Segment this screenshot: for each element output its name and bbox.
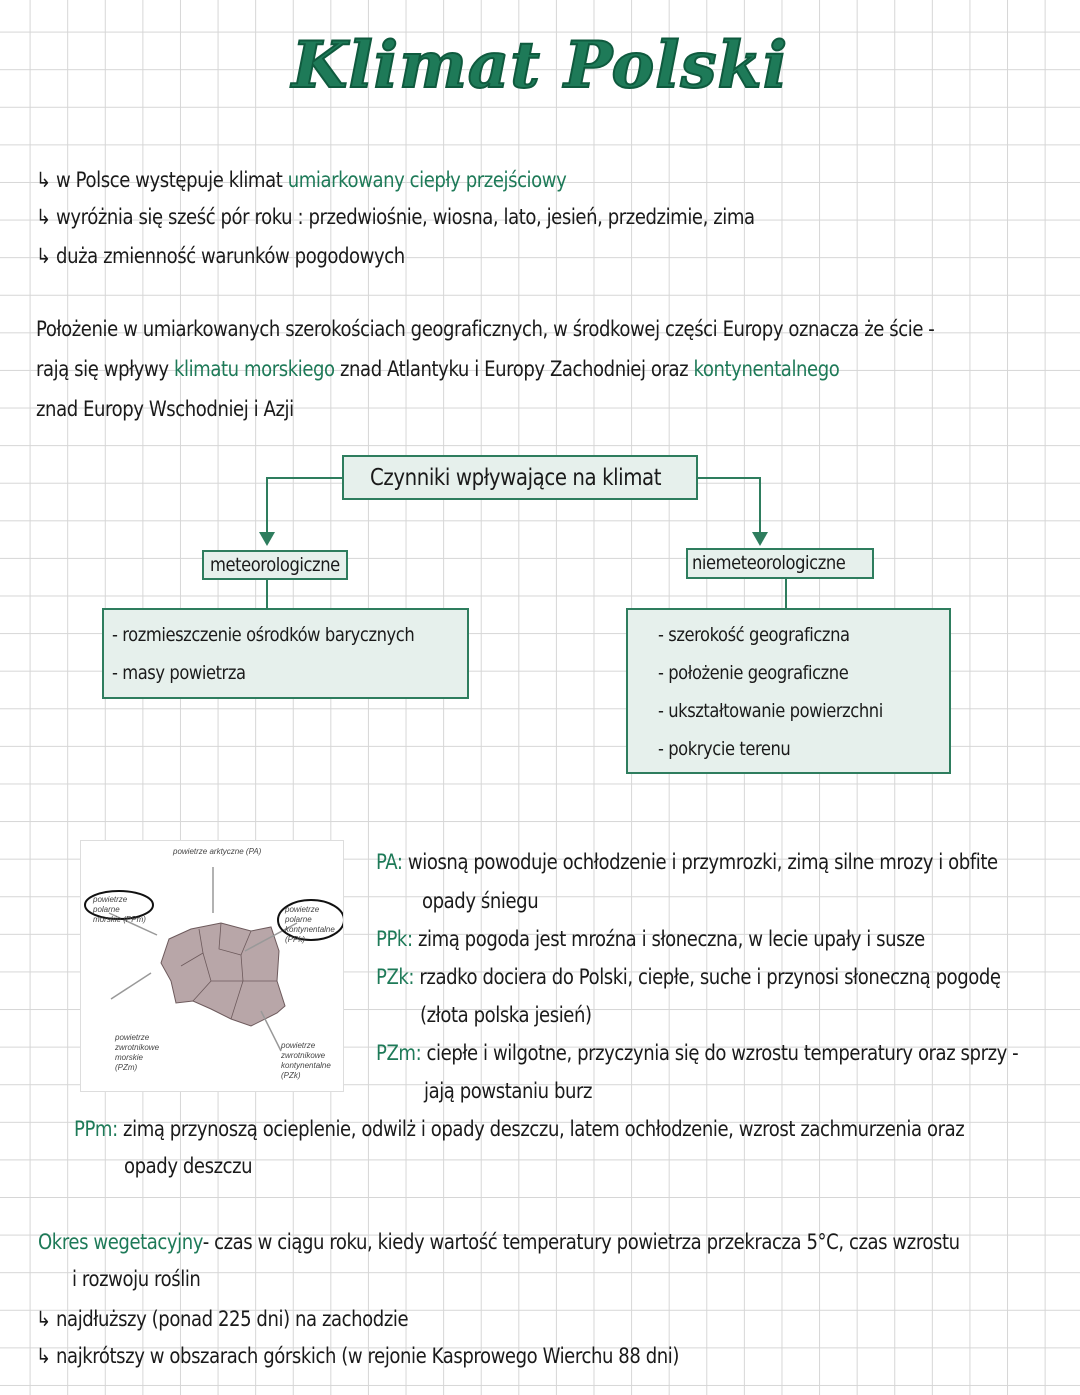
mass-ppk (376, 927, 925, 951)
label-pzk: powietrze zwrotnikowe kontynentalne (PZk) (281, 1041, 331, 1080)
right-list (626, 608, 951, 774)
bullet-climate-type (36, 168, 566, 192)
bullet-text: najdłuższy (ponad 225 dni) na zachodzie (56, 1307, 409, 1331)
mass-code: PPk: (376, 927, 413, 951)
term: Okres wegetacyjny (38, 1230, 203, 1254)
highlight: kontynentalnego (693, 357, 840, 381)
bullet-text: wyróżnia się sześć pór roku : przedwiośnie, wiosna, lato, jesień, przedzimie, zima (56, 205, 755, 229)
label-ppk: powietrze polarne kontynentalne (PPk) (285, 905, 335, 944)
left-category (202, 550, 348, 580)
connector (266, 477, 268, 539)
paragraph-line-1: Położenie w umiarkowanych szerokościach geograficznych, w środkowej części Europy oznacza że ście - (36, 317, 935, 341)
list-item: - szerokość geograficzna (658, 624, 850, 646)
definition: - czas w ciągu roku, kiedy wartość temperatury powietrza przekracza 5°C, czas wzrostu (202, 1230, 960, 1254)
mass-pzk (376, 965, 1001, 989)
list-item: - ukształtowanie powierzchni (658, 700, 883, 722)
vegetation-definition (38, 1230, 960, 1254)
bullet-text: duża zmienność warunków pogodowych (56, 244, 405, 268)
arrow-icon: ↳ (36, 244, 51, 268)
arrow-icon: ↳ (36, 168, 51, 192)
bullet-longest (36, 1307, 408, 1331)
bullet-shortest (36, 1344, 679, 1368)
arrow-down-icon (752, 532, 768, 546)
connector (697, 477, 761, 479)
diagram-root (342, 455, 698, 500)
mass-pa (376, 850, 998, 874)
mass-code: PZk: (376, 965, 415, 989)
connector (266, 477, 344, 479)
label-pa: powietrze arktyczne (PA) (173, 847, 262, 856)
connector (759, 477, 761, 539)
label-ppm: powietrze polarne morskie (PPm) (93, 895, 146, 924)
list-item: - masy powietrza (112, 662, 246, 684)
list-item: - pokrycie terenu (658, 738, 791, 760)
root-label: Czynniki wpływające na klimat (370, 465, 662, 491)
mass-pzk-cont: (złota polska jesień) (420, 1003, 592, 1027)
text: rają się wpływy (36, 357, 174, 381)
category-label: meteorologiczne (210, 554, 340, 576)
mass-code: PPm: (74, 1117, 118, 1141)
label-pzm: powietrze zwrotnikowe morskie (PZm) (115, 1033, 160, 1072)
arrow-down-icon (259, 532, 275, 546)
mass-desc: zimą pogoda jest mroźna i słoneczna, w lecie upały i susze (417, 927, 925, 951)
arrow-icon: ↳ (36, 1307, 51, 1331)
vegetation-definition-cont: i rozwoju roślin (72, 1267, 201, 1291)
paragraph-line-2 (36, 357, 839, 381)
bullet-variability (36, 244, 405, 268)
page-title: Klimat Polski (291, 28, 789, 103)
mass-desc: zimą przynoszą ocieplenie, odwilż i opady deszczu, latem ochłodzenie, wzrost zachmurzenia oraz (123, 1117, 965, 1141)
mass-ppm-cont: opady deszczu (124, 1154, 253, 1178)
mass-desc: ciepłe i wilgotne, przyczynia się do wzrostu temperatury oraz sprzy - (426, 1041, 1019, 1065)
category-label: niemeteorologiczne (692, 552, 846, 574)
mass-code: PZm: (376, 1041, 422, 1065)
bullet-text: w Polsce występuje klimat (56, 168, 288, 192)
arrow-icon: ↳ (36, 1344, 51, 1368)
arrow-icon: ↳ (36, 205, 51, 229)
mass-pzm (376, 1041, 1018, 1065)
left-list (102, 608, 469, 699)
list-item: - położenie geograficzne (658, 662, 849, 684)
bullet-text: najkrótszy w obszarach górskich (w rejonie Kasprowego Wierchu 88 dni) (56, 1344, 679, 1368)
highlight: klimatu morskiego (173, 357, 335, 381)
connector (785, 579, 787, 608)
right-category (686, 548, 874, 579)
air-masses-map (80, 840, 344, 1092)
highlight: umiarkowany ciepły przejściowy (287, 168, 567, 192)
text: znad Atlantyku i Europy Zachodniej oraz (334, 357, 694, 381)
list-item: - rozmieszczenie ośrodków barycznych (112, 624, 415, 646)
connector (266, 580, 268, 608)
mass-desc: rzadko dociera do Polski, ciepłe, suche i przynosi słoneczną pogodę (419, 965, 1001, 989)
mass-pzm-cont: jają powstaniu burz (424, 1079, 593, 1103)
paragraph-line-3: znad Europy Wschodniej i Azji (36, 397, 294, 421)
mass-code: PA: (376, 850, 403, 874)
mass-desc: wiosną powoduje ochłodzenie i przymrozki, zimą silne mrozy i obfite (407, 850, 998, 874)
bullet-seasons (36, 205, 755, 229)
mass-pa-cont: opady śniegu (422, 889, 539, 913)
mass-ppm (74, 1117, 964, 1141)
